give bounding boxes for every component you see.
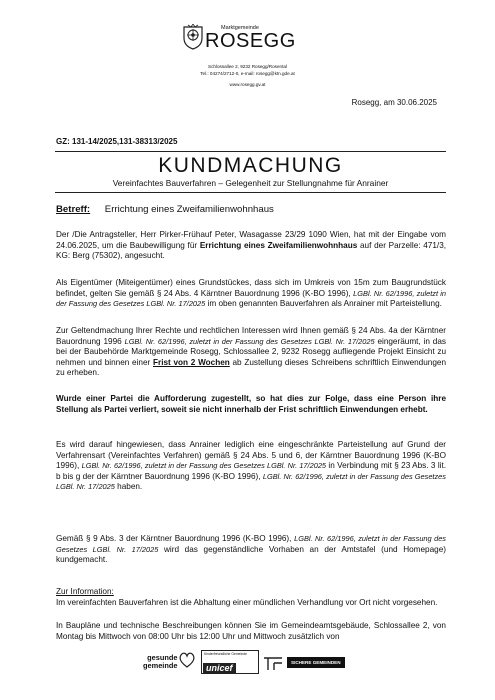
cert-icon (262, 654, 284, 672)
gz-number: GZ: 131-14/2025,131-38313/2025 (56, 137, 178, 146)
info-line-1 (56, 598, 446, 609)
info-text-2: In Baupläne und technische Beschreibungen können Sie im Gemeindeamtsgebäude, Schlossallee 2, von Montag bis Mittwoch von 08:00 Uhr bis 12:00 Uhr und Mittwoch zusätzlich von (56, 621, 446, 641)
org-name: ROSEGG (205, 30, 296, 52)
p6-law-ref: LGBl. Nr. 62/1996, zuletzt in der Fassung des Gesetzes LGBl. Nr. 17/2025 (56, 534, 446, 554)
heart-icon (178, 652, 196, 673)
paragraph-rights (56, 326, 446, 379)
address-line-1: Schlossallee 2, 9232 Rosegg/Rosental (208, 64, 287, 69)
page-title: KUNDMACHUNG (158, 154, 343, 177)
info-text-1: Im vereinfachten Bauverfahren ist die Abhaltung einer mündlichen Verhandlung vor Ort nicht vorgesehen. (56, 598, 438, 607)
p1-text-end: auf der Parzelle: 471/3, KG: Berg (75302), angesucht. (56, 240, 447, 261)
p5-law-ref-2: LGBl. Nr. 62/1996, zuletzt in der Fassung des Gesetzes LGBl. Nr. 17/2025 (56, 471, 446, 492)
p2-text-end: im oben genannten Bauverfahren als Anrainer mit Parteistellung. (205, 299, 442, 309)
coat-of-arms-icon (182, 24, 204, 50)
p3-text-end: ab Zustellung dieses Schreibens schriftlich Einwendungen zu erheben. (56, 357, 446, 378)
org-small-label: Marktgemeinde (221, 25, 259, 31)
paragraph-publication (56, 534, 446, 566)
sichere-gemeinden-logo: SICHERE GEMEINDEN (287, 657, 345, 668)
cert-label: Kinderfreundliche Gemeinde (204, 652, 247, 656)
info-line-2 (56, 621, 446, 642)
p5-text-end: haben. (114, 482, 143, 492)
p5-text-mid: in Verbindung mit § 23 Abs. 3 lit. b bis g der der Kärntner Bauordnung 1996 (K-BO 1996), (56, 461, 447, 481)
gesunde-gemeinde-logo (143, 654, 178, 670)
p1-bold: Errichtung eines Zweifamilienwohnhaus (199, 240, 358, 250)
address-line-2: Tel.: 04274/2712-0, e-mail: rosegg@ktn.gde.at (200, 71, 295, 76)
p3-text: Zur Geltendmachung Ihrer Rechte und rechtlichen Interessen wird Ihnen gemäß § 24 Abs. 4a der Kärntner Bauordnung 1996 (56, 326, 446, 346)
title-box (55, 151, 446, 193)
p2-text: Als Eigentümer (Miteigentümer) eines Grundstückes, dass sich im Umkreis von 15m zum Baugrundstück befindet, gelten Sie gemäß § 24 Abs. 4 Kärntner Bauordnung 1996 (K-BO 1996), (56, 278, 446, 298)
paragraph-warning (56, 394, 446, 415)
p6-text: Gemäß § 9 Abs. 3 der Kärntner Bauordnung 1996 (K-BO 1996), (56, 534, 295, 543)
unicef-badge (201, 650, 259, 674)
p4-text: Wurde einer Partei die Aufforderung zugestellt, so hat dies zur Folge, dass eine Person ihre Stellung als Partei verliert, soweit sie nicht innerhalb der Frist schriftlich Einwendungen erhebt. (56, 394, 446, 414)
betreff (56, 204, 274, 215)
gemeinde-label: gemeinde (143, 661, 178, 670)
betreff-label: Betreff: (56, 204, 91, 215)
paragraph-limitation (56, 440, 446, 493)
unicef-label: unicef (203, 663, 236, 673)
betreff-text: Errichtung eines Zweifamilienwohnhaus (104, 204, 274, 215)
p3-law-ref: LGBl. Nr. 62/1996, zuletzt in der Fassung des Gesetzes LGBl. Nr. 17/2025 (124, 336, 375, 346)
p3-text-mid: eingeräumt, in das bei der Baubehörde Marktgemeinde Rosegg, Schlossallee 2, 9232 Rosegg aufliegende Projekt Einsicht zu nehmen und binnen einer (56, 336, 446, 367)
paragraph-owner (56, 278, 446, 310)
p1-text: Der /Die Antragsteller, Herr Pirker-Frühauf Peter, Wasagasse 23/29 1090 Wien, hat mit der Eingabe vom 24.06.2025, um die Baubewilligung für (56, 230, 446, 250)
p5-text: Es wird darauf hingewiesen, dass Anrainer lediglich eine eingeschränkte Parteistellung auf Grund der Verfahrensart (Vereinfachtes Verfahren) gemäß § 24 Abs. 5 und 6, der Kärntner Bauordnung 1996 (K-BO 1996), (56, 440, 446, 471)
paragraph-application (56, 230, 446, 262)
place-date: Rosegg, am 30.06.2025 (351, 98, 437, 107)
p5-law-ref-1: LGBl. Nr. 62/1996, zuletzt in der Fassung des Gesetzes LGBl. Nr. 17/2025 (81, 461, 327, 471)
page-subtitle: Vereinfachtes Bauverfahren – Gelegenheit zur Stellungnahme für Anrainer (112, 178, 389, 188)
gesunde-label: gesunde (147, 653, 178, 662)
p2-law-ref: LGBl. Nr. 62/1996, zuletzt in der Fassung des Gesetzes LGBl. Nr. 17/2025 (56, 288, 446, 309)
p6-text-end: wird das gegenständliche Vorhaben an der Amtstafel (und Homepage) kundgemacht. (56, 544, 446, 565)
website: www.rosegg.gv.at (229, 82, 266, 87)
p3-deadline: Frist von 2 Wochen (153, 357, 230, 367)
info-label: Zur Information: (56, 587, 114, 596)
